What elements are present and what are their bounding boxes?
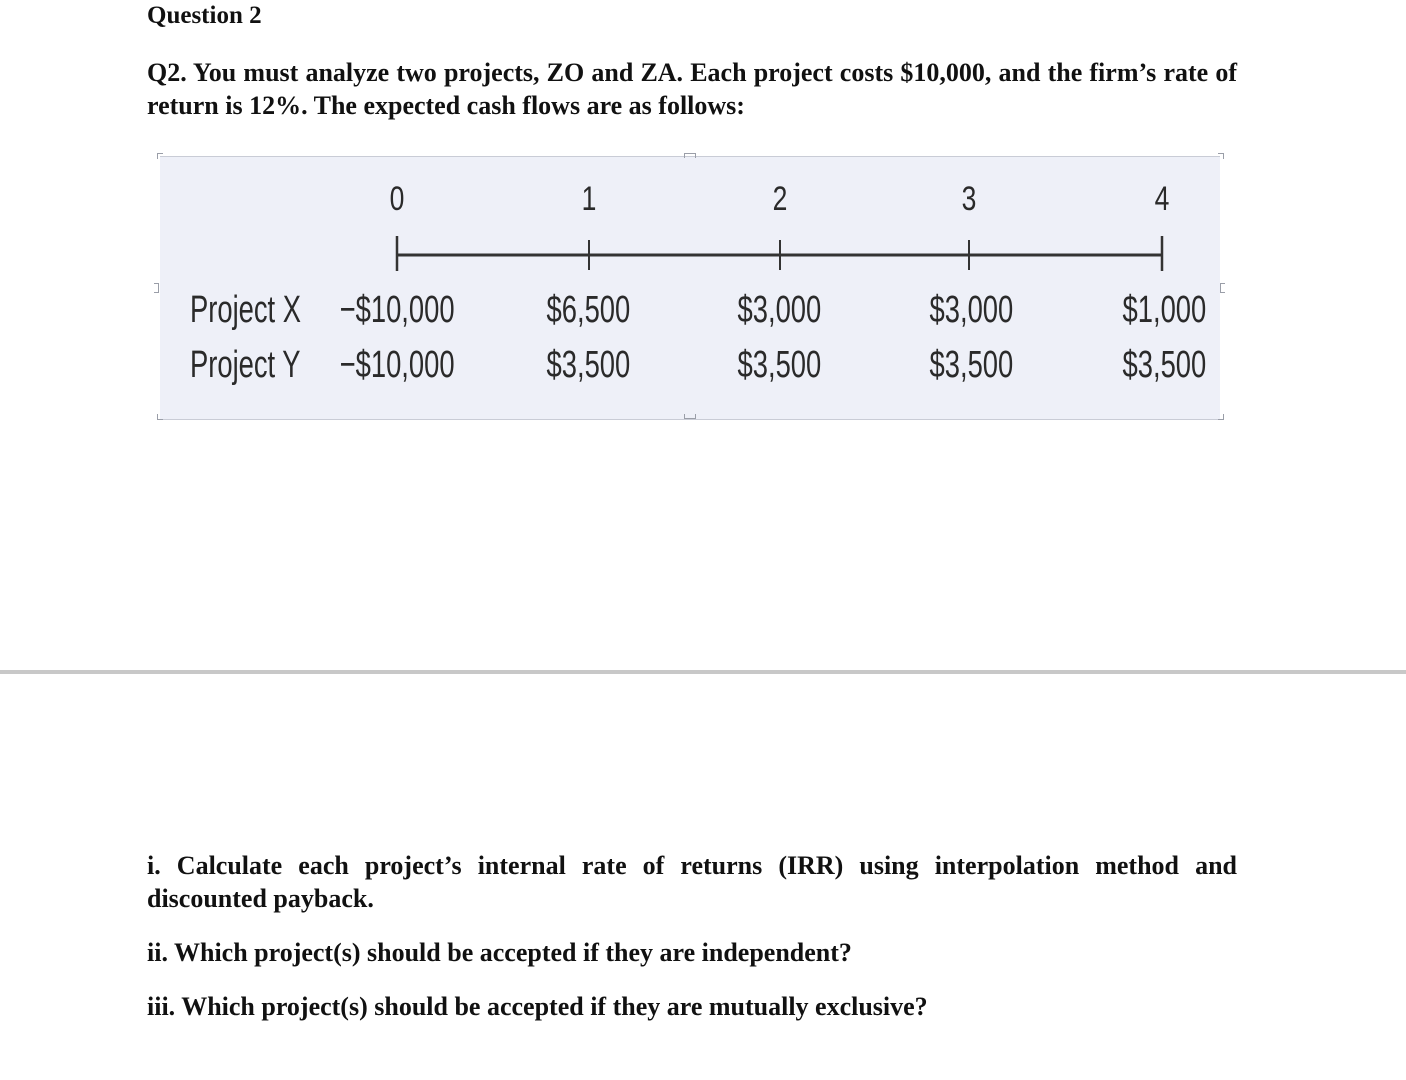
project-x-cf-4: $1,000 [1122, 289, 1206, 331]
question-part-iii: iii. Which project(s) should be accepted if they are mutually exclusive? [147, 992, 928, 1021]
period-label: 4 [1154, 180, 1170, 218]
project-y-name: Project Y [190, 344, 301, 386]
question-part-ii: ii. Which project(s) should be accepted if they are independent? [147, 938, 852, 967]
question-intro: Q2. You must analyze two projects, ZO and ZA. Each project costs $10,000, and the firm’s rate of return is 12%. The expected cash flows are as follows: [147, 58, 1237, 120]
project-y-cf-2: $3,500 [737, 344, 821, 386]
project-y-cf-3: $3,500 [929, 344, 1013, 386]
project-y-cf-1: $3,500 [546, 344, 630, 386]
project-x-name: Project X [190, 289, 302, 331]
project-x-cf-2: $3,000 [737, 289, 821, 331]
question-heading: Question 2 [147, 2, 262, 29]
period-label: 3 [961, 180, 977, 218]
project-y-cf-0: −$10,000 [340, 344, 455, 386]
project-x-cf-3: $3,000 [929, 289, 1013, 331]
project-x-cf-1: $6,500 [546, 289, 630, 331]
question-part-i: i. Calculate each project’s internal rate of returns (IRR) using interpolation method and discounted payback. [147, 851, 1237, 913]
page-divider [0, 670, 1406, 674]
project-y-cf-4: $3,500 [1122, 344, 1206, 386]
period-label: 0 [389, 180, 405, 218]
period-label: 1 [581, 180, 597, 218]
period-label: 2 [772, 180, 788, 218]
project-x-cf-0: −$10,000 [340, 289, 455, 331]
